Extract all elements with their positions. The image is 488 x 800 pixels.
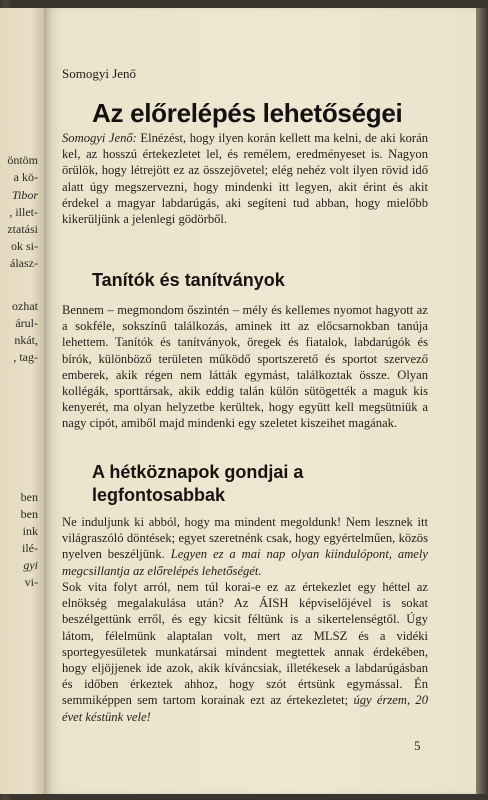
article-title: Az előrelépés lehetőségei <box>92 98 403 128</box>
facing-page-text-fragment: öntöm <box>7 153 38 167</box>
facing-page-text-fragment: ozhat <box>12 299 38 313</box>
section2-p1-italic: Legyen ez a mai nap olyan kiindulópont, amely megcsillantja az előrelépés lehetőségét. <box>62 547 428 578</box>
facing-page-text-fragment: a kö- <box>13 170 38 184</box>
page-number: 5 <box>414 738 421 753</box>
facing-page-text-fragment: ink <box>22 524 38 538</box>
facing-page-text-fragment: nkát, <box>14 333 38 347</box>
section1-paragraph: Bennem – megmondom őszintén – mély és kellemes nyomot hagyott az a sokféle, sokszínű találkozás, aminek itt az előcsarnokban tanúja lehettem. Tanítók és tanítványok, öregek és fiatalok, labdarúgók és bírók, különböző területen működő sportszerető és sportot szervező emberek, akik régen nem látták egymást, találkoztak össze. Olyan kollégák, sporttársak, akik eddig talán külön sütögették a maguk kis kenyerét, ma olyan helyzetbe kerültek, hogy együtt kell megsütniük a nagy cipót, amiből majd mindenki egy szeletet kiszeihet magának. <box>62 303 428 431</box>
page-edge-shadow <box>476 8 488 794</box>
section2-p1-text: Ne induljunk ki abból, hogy ma mindent megoldunk! Nem lesznek itt világraszóló döntések; egyet szeretnénk csak, hogy egyértelműen, közös nyelven beszéljünk. <box>62 515 428 562</box>
section2-p2-italic: úgy érzem, 20 évet késtünk vele! <box>62 693 428 724</box>
facing-page-text-fragment: ben <box>20 490 38 504</box>
facing-page-text-fragment: ztatási <box>7 222 38 236</box>
facing-page-text-fragment: ok si- <box>11 239 38 253</box>
facing-page-text-fragment: árul- <box>15 316 38 330</box>
intro-text: Elnézést, hogy ilyen korán kellett ma kelni, de aki korán kel, az hosszú értekezletet lel, és remélem, eredményeset is. Nagyon örülök, hogy létrejött ez az összejövetel; elég nehéz volt ilyen rövid idő alatt úgy megszervezni, hogy mindenki itt legyen, akit érint és akit érdekel a magyar labdarúgás, aki segíteni tud abban, hogy mielőbb kikerüljünk a jelenlegi gödörből. <box>62 131 428 227</box>
speaker-lead: Somogyi Jenő: <box>62 131 137 145</box>
section2-paragraph-2 <box>62 579 428 725</box>
facing-page-text-fragment: , illet- <box>9 205 38 219</box>
facing-page-text-fragment: álasz- <box>10 256 38 270</box>
previous-page-edge <box>0 8 45 794</box>
section-heading-weekdays: A hétköznapok gondjai a legfontosabbak <box>92 462 304 505</box>
author-name: Somogyi Jenő <box>62 66 137 81</box>
facing-page-text-fragment: ilé- <box>22 541 38 555</box>
section2-paragraph-1 <box>62 514 428 579</box>
facing-page-text-fragment: Tibor <box>11 188 38 202</box>
facing-page-text-fragment: vi- <box>24 575 38 589</box>
section-heading-teachers: Tanítók és tanítványok <box>92 270 285 290</box>
section2-p2-text: Sok vita folyt arról, nem túl korai-e ez az értekezlet egy héttel az elnökség megalakulása után? Az ÁISH képviselőjével is sokat beszélgettünk erről, és egy kicsit féltünk is a sikertelenségtől. Úgy látom, félelmünk alaptalan volt, mert az MLSZ és a vidéki sportegyesületek munkatársai mindent megtettek annak érdekében, hogy eljöjjenek ide azok, akik kíváncsiak, illetékesek a labdarúgásban és időben érkeztek ahhoz, hogy szót értsünk egymással. Én semmiképpen sem tartom korainak ezt az értekezletet; <box>62 580 428 708</box>
facing-page-text-fragment: ben <box>20 507 38 521</box>
facing-page-text-fragment: , tag- <box>13 350 38 364</box>
intro-paragraph <box>62 130 428 227</box>
facing-page-text-fragment: gyi <box>23 558 38 572</box>
